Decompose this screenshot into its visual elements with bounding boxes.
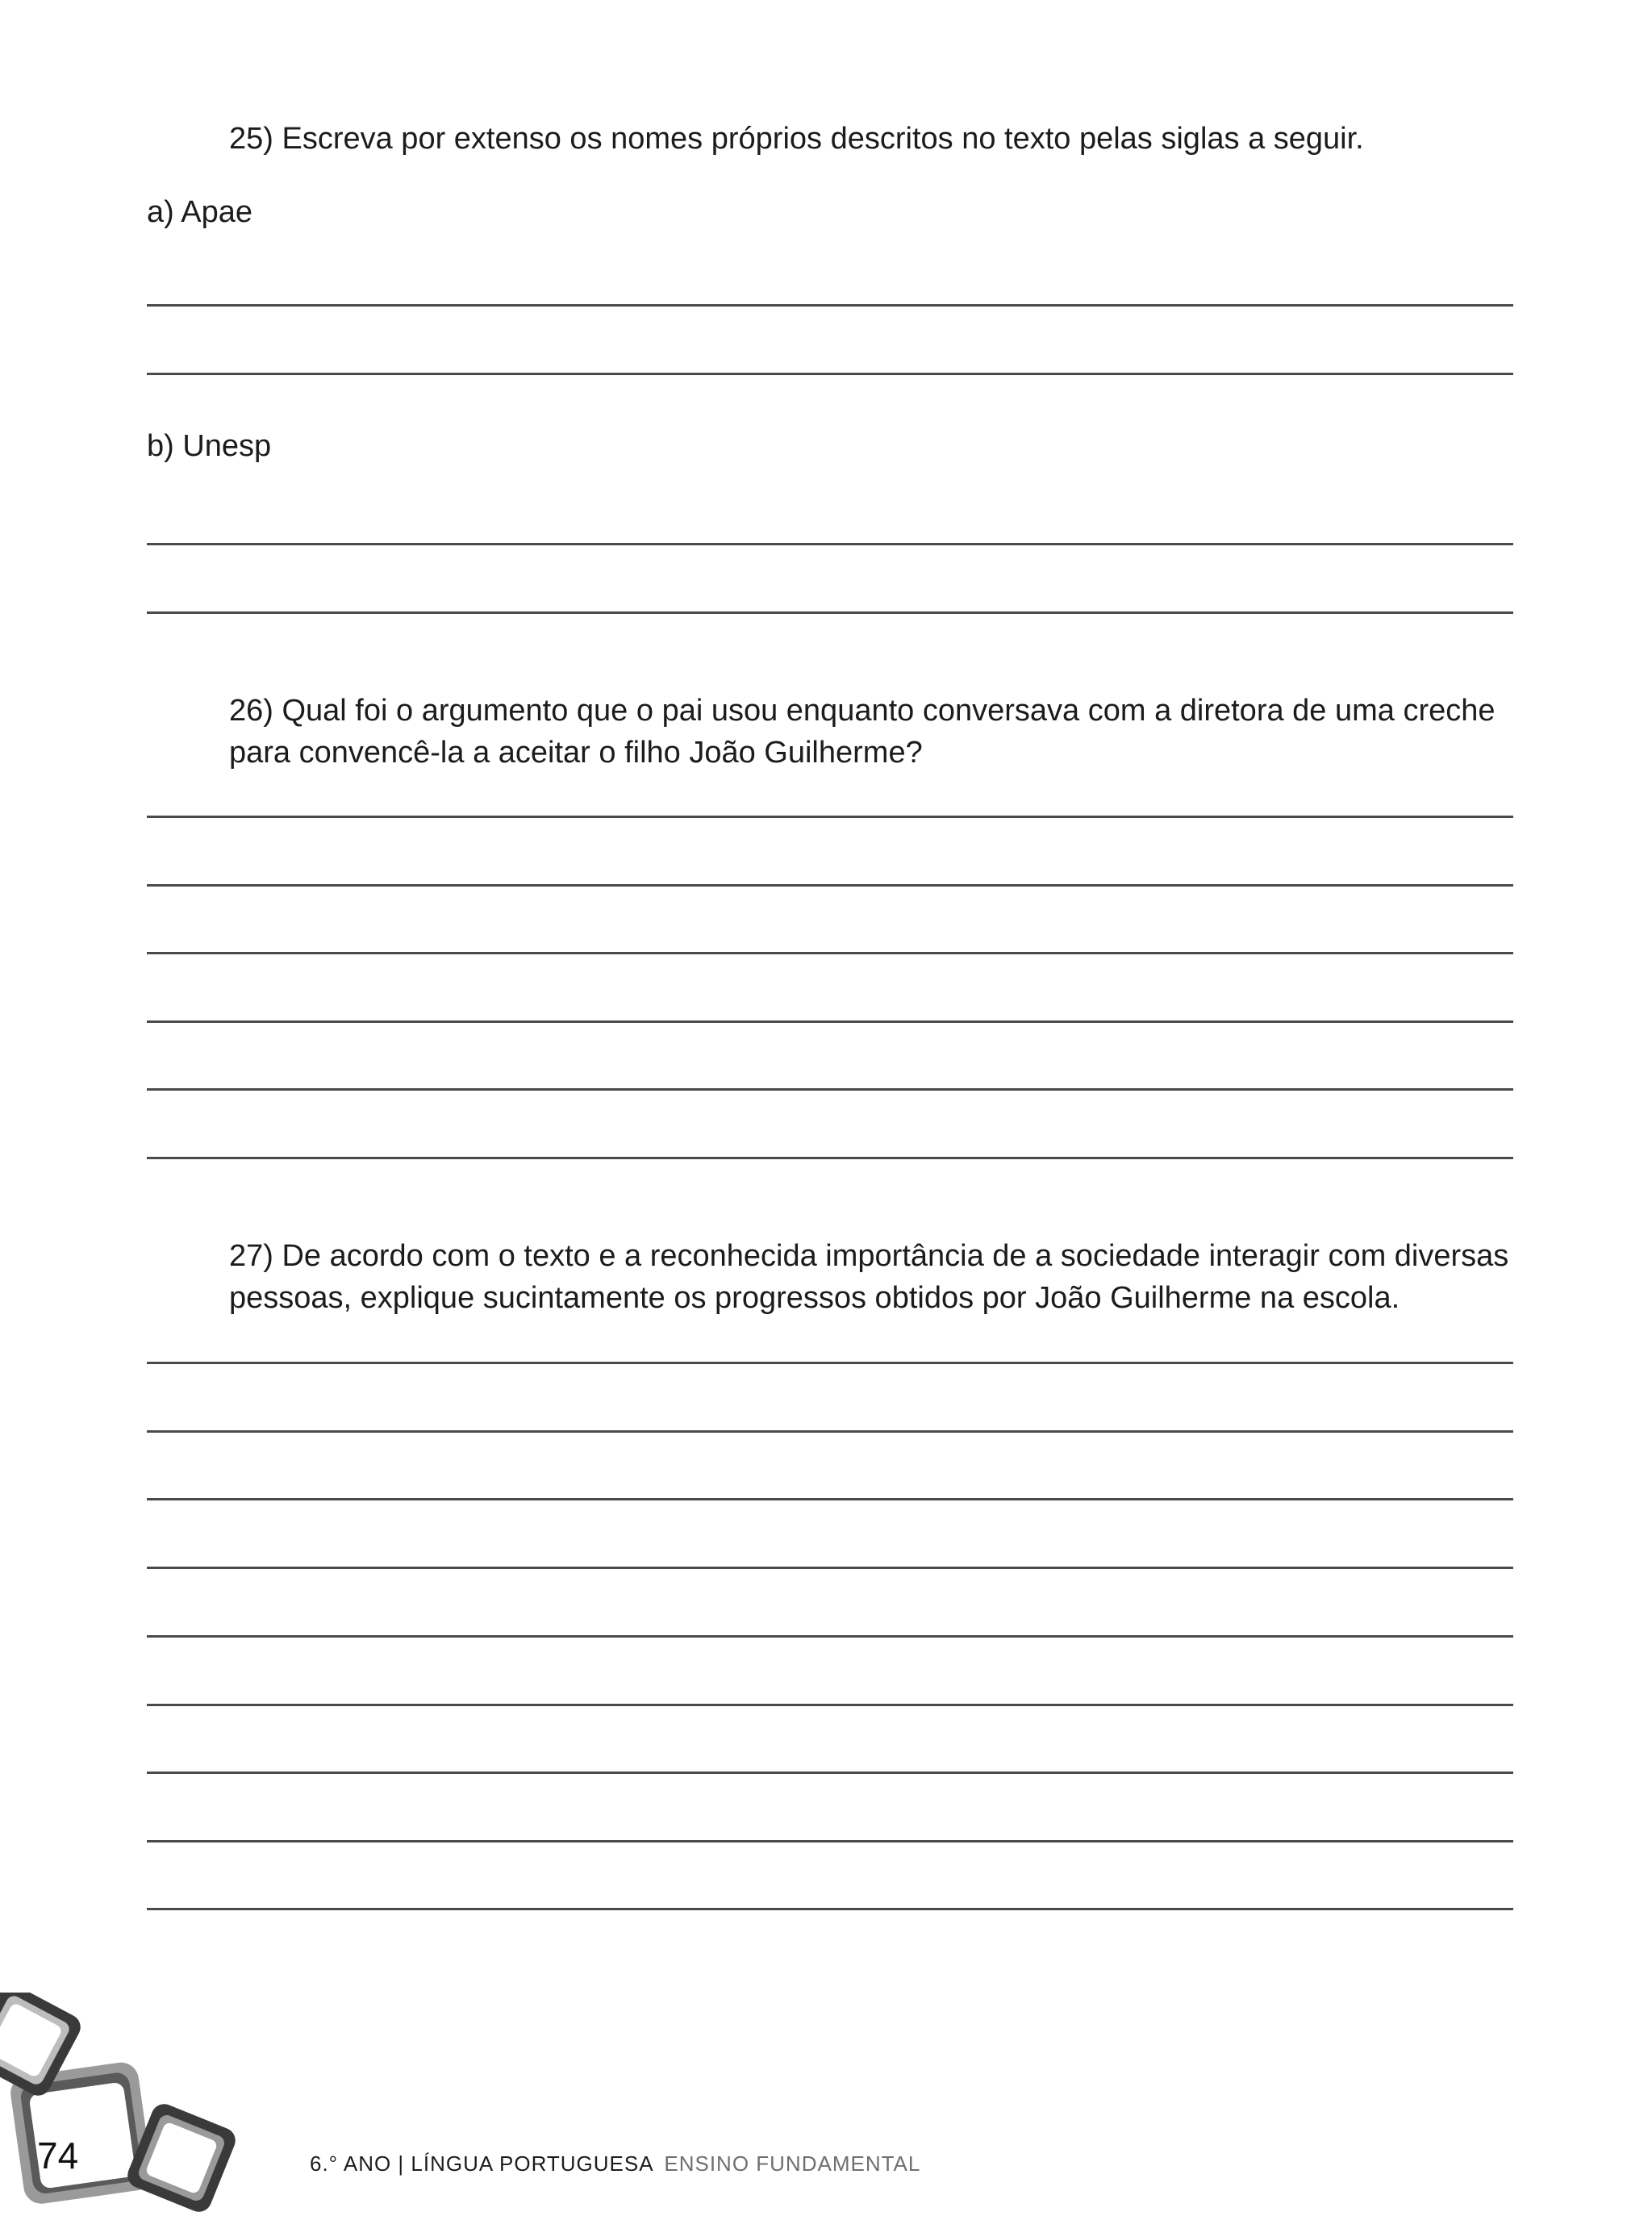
answer-line[interactable]: [147, 304, 1513, 307]
question-25-prompt: 25) Escreva por extenso os nomes próprios descritos no texto pelas siglas a seguir.: [229, 122, 1364, 156]
answer-line[interactable]: [147, 884, 1513, 887]
answer-line[interactable]: [147, 543, 1513, 545]
answer-line[interactable]: [147, 1157, 1513, 1159]
answer-line[interactable]: [147, 1704, 1513, 1706]
answer-line[interactable]: [147, 1908, 1513, 1910]
question-26-line-2: para convencê-la a aceitar o filho João Guilherme?: [229, 736, 923, 770]
question-25b-label: b) Unesp: [147, 429, 272, 463]
answer-line[interactable]: [147, 816, 1513, 818]
answer-line[interactable]: [147, 1430, 1513, 1433]
question-27-line-1: 27) De acordo com o texto e a reconhecida importância de a sociedade interagir com diversas: [229, 1239, 1509, 1273]
answer-line[interactable]: [147, 1088, 1513, 1091]
answer-line[interactable]: [147, 1498, 1513, 1500]
footer-course-info: [310, 2151, 920, 2176]
answer-line[interactable]: [147, 1567, 1513, 1569]
answer-line[interactable]: [147, 1362, 1513, 1364]
question-27-line-2: pessoas, explique sucintamente os progressos obtidos por João Guilherme na escola.: [229, 1281, 1400, 1315]
answer-line[interactable]: [147, 1635, 1513, 1638]
answer-line[interactable]: [147, 952, 1513, 954]
footer-grade-subject: 6.° ANO | LÍNGUA PORTUGUESA: [310, 2151, 653, 2176]
question-26-line-1: 26) Qual foi o argumento que o pai usou enquanto conversava com a diretora de uma creche: [229, 694, 1496, 728]
footer-level: ENSINO FUNDAMENTAL: [664, 2151, 921, 2176]
answer-line[interactable]: [147, 1020, 1513, 1023]
answer-line[interactable]: [147, 1772, 1513, 1774]
page-number: 74: [37, 2135, 79, 2176]
corner-squares-decoration: [0, 1993, 258, 2216]
answer-line[interactable]: [147, 373, 1513, 375]
answer-line[interactable]: [147, 1840, 1513, 1842]
answer-line[interactable]: [147, 611, 1513, 614]
question-25a-label: a) Apae: [147, 195, 252, 229]
